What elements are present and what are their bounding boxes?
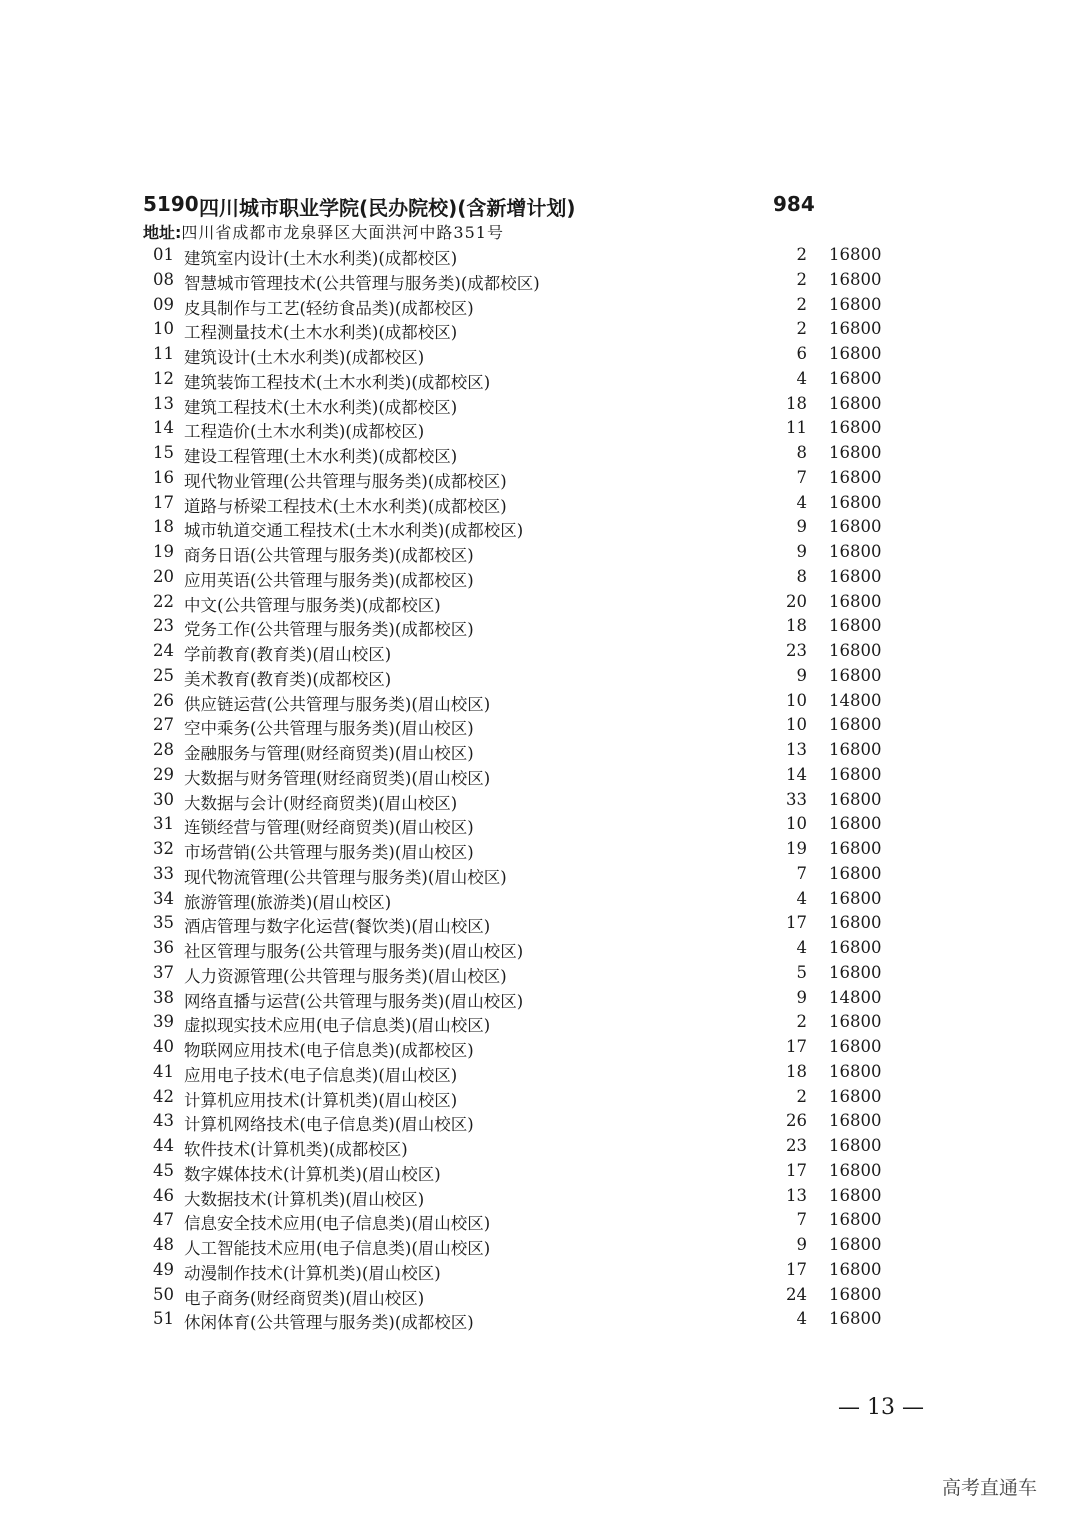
major-row <box>0 590 1080 615</box>
major-number: 12 <box>153 368 174 388</box>
major-row <box>0 614 1080 639</box>
major-name: 建筑装饰工程技术(土木水利类)(成都校区) <box>184 372 491 392</box>
major-number: 19 <box>153 542 174 561</box>
major-row <box>0 268 1080 293</box>
major-name: 人工智能技术应用(电子信息类)(眉山校区) <box>184 1239 491 1258</box>
major-name: 商务日语(公共管理与服务类)(成都校区) <box>184 546 474 565</box>
major-quota: 4 <box>796 888 807 908</box>
major-tuition: 16800 <box>829 863 882 883</box>
major-tuition: 16800 <box>829 1012 882 1032</box>
major-tuition: 16800 <box>829 245 882 264</box>
major-number: 13 <box>153 393 174 413</box>
major-number: 18 <box>153 517 174 537</box>
major-name: 连锁经营与管理(财经商贸类)(眉山校区) <box>184 818 474 838</box>
major-row <box>0 664 1080 689</box>
major-name: 党务工作(公共管理与服务类)(成都校区) <box>184 620 474 640</box>
major-tuition: 16800 <box>829 1136 882 1155</box>
major-tuition: 16800 <box>829 740 882 759</box>
major-quota: 4 <box>796 492 807 512</box>
major-row <box>0 1233 1080 1258</box>
major-tuition: 16800 <box>829 368 882 388</box>
major-number: 09 <box>153 294 174 314</box>
major-number: 41 <box>153 1061 174 1081</box>
major-name: 大数据与财务管理(财经商贸类)(眉山校区) <box>184 768 491 788</box>
major-quota: 4 <box>796 938 807 957</box>
major-number: 23 <box>153 616 174 636</box>
major-tuition: 16800 <box>829 962 882 982</box>
major-quota: 7 <box>796 863 807 883</box>
major-number: 20 <box>153 566 174 586</box>
school-name: 四川城市职业学院(民办院校)(含新增计划) <box>199 196 576 220</box>
major-quota: 7 <box>796 1210 807 1230</box>
major-tuition: 16800 <box>829 814 882 834</box>
major-tuition: 16800 <box>829 764 882 784</box>
major-name: 旅游管理(旅游类)(眉山校区) <box>184 892 392 912</box>
major-name: 应用英语(公共管理与服务类)(成都校区) <box>184 570 474 590</box>
major-quota: 10 <box>786 715 807 735</box>
major-row <box>0 689 1080 714</box>
major-tuition: 14800 <box>829 690 882 710</box>
major-quota: 7 <box>796 467 807 487</box>
major-row <box>0 1184 1080 1209</box>
major-row <box>0 1159 1080 1184</box>
major-number: 46 <box>153 1185 174 1205</box>
address-label: 地址: <box>143 223 182 242</box>
major-row <box>0 961 1080 986</box>
major-number: 37 <box>153 962 174 982</box>
address-value: 四川省成都市龙泉驿区大面洪河中路351号 <box>181 223 504 242</box>
major-number: 32 <box>153 839 174 858</box>
major-tuition: 16800 <box>829 1284 882 1304</box>
major-number: 42 <box>153 1086 174 1106</box>
major-quota: 2 <box>796 1086 807 1106</box>
major-quota: 9 <box>796 987 807 1007</box>
major-row <box>0 1307 1080 1332</box>
major-tuition: 16800 <box>829 1259 882 1279</box>
major-name: 智慧城市管理技术(公共管理与服务类)(成都校区) <box>184 273 540 293</box>
major-name: 酒店管理与数字化运营(餐饮类)(眉山校区) <box>184 917 491 937</box>
major-name: 工程测量技术(土木水利类)(成都校区) <box>184 323 458 343</box>
major-quota: 10 <box>786 814 807 834</box>
major-tuition: 16800 <box>829 1061 882 1081</box>
major-quota: 24 <box>786 1284 807 1304</box>
major-name: 动漫制作技术(计算机类)(眉山校区) <box>184 1263 441 1283</box>
major-quota: 17 <box>786 1037 807 1056</box>
major-quota: 26 <box>786 1111 807 1131</box>
major-name: 社区管理与服务(公共管理与服务类)(眉山校区) <box>184 942 524 961</box>
major-row <box>0 317 1080 342</box>
major-quota: 2 <box>796 294 807 314</box>
major-tuition: 16800 <box>829 294 882 314</box>
major-name: 皮具制作与工艺(轻纺食品类)(成都校区) <box>184 298 474 318</box>
major-row <box>0 466 1080 491</box>
major-number: 15 <box>153 443 174 462</box>
major-row <box>0 1283 1080 1308</box>
major-row <box>0 243 1080 268</box>
major-name: 软件技术(计算机类)(成都校区) <box>184 1140 408 1159</box>
major-tuition: 16800 <box>829 591 882 611</box>
major-quota: 11 <box>786 418 807 438</box>
major-tuition: 16800 <box>829 1309 882 1329</box>
major-row <box>0 565 1080 590</box>
major-quota: 9 <box>796 665 807 685</box>
major-number: 26 <box>153 690 174 710</box>
major-name: 虚拟现实技术应用(电子信息类)(眉山校区) <box>184 1016 491 1036</box>
major-quota: 10 <box>786 690 807 710</box>
major-row <box>0 1085 1080 1110</box>
major-number: 28 <box>153 740 174 759</box>
major-quota: 18 <box>786 616 807 636</box>
major-quota: 8 <box>796 566 807 586</box>
major-row <box>0 862 1080 887</box>
major-quota: 9 <box>796 1235 807 1254</box>
major-row <box>0 540 1080 565</box>
major-number: 14 <box>153 418 174 438</box>
school-total-quota: 984 <box>773 192 815 216</box>
major-number: 01 <box>153 245 174 264</box>
major-row <box>0 491 1080 516</box>
major-tuition: 16800 <box>829 641 882 660</box>
major-tuition: 16800 <box>829 1037 882 1056</box>
major-tuition: 16800 <box>829 839 882 858</box>
major-name: 数字媒体技术(计算机类)(眉山校区) <box>184 1164 441 1184</box>
major-name: 计算机应用技术(计算机类)(眉山校区) <box>184 1090 458 1110</box>
major-number: 17 <box>153 492 174 512</box>
major-number: 38 <box>153 987 174 1007</box>
page-number: — 13 — <box>838 1395 924 1420</box>
major-number: 48 <box>153 1235 174 1254</box>
major-name: 物联网应用技术(电子信息类)(成都校区) <box>184 1041 474 1060</box>
major-quota: 23 <box>786 1136 807 1155</box>
major-name: 休闲体育(公共管理与服务类)(成都校区) <box>184 1313 474 1333</box>
major-tuition: 16800 <box>829 467 882 487</box>
major-tuition: 16800 <box>829 1210 882 1230</box>
major-row <box>0 887 1080 912</box>
major-name: 金融服务与管理(财经商贸类)(眉山校区) <box>184 744 474 763</box>
major-name: 计算机网络技术(电子信息类)(眉山校区) <box>184 1115 474 1135</box>
major-number: 51 <box>153 1309 174 1329</box>
major-number: 49 <box>153 1259 174 1279</box>
major-row <box>0 392 1080 417</box>
major-quota: 20 <box>786 591 807 611</box>
major-name: 人力资源管理(公共管理与服务类)(眉山校区) <box>184 966 507 986</box>
major-tuition: 16800 <box>829 418 882 438</box>
major-quota: 4 <box>796 1309 807 1329</box>
major-name: 建筑设计(土木水利类)(成都校区) <box>184 348 425 367</box>
major-name: 应用电子技术(电子信息类)(眉山校区) <box>184 1065 458 1085</box>
major-quota: 33 <box>786 789 807 809</box>
major-tuition: 16800 <box>829 344 882 363</box>
major-number: 29 <box>153 764 174 784</box>
major-quota: 17 <box>786 1160 807 1180</box>
major-row <box>0 763 1080 788</box>
major-quota: 6 <box>796 344 807 363</box>
major-quota: 4 <box>796 368 807 388</box>
major-quota: 2 <box>796 269 807 289</box>
major-tuition: 16800 <box>829 616 882 636</box>
major-number: 33 <box>153 863 174 883</box>
major-name: 建设工程管理(土木水利类)(成都校区) <box>184 447 458 466</box>
major-tuition: 16800 <box>829 913 882 933</box>
major-name: 道路与桥梁工程技术(土木水利类)(成都校区) <box>184 496 507 516</box>
major-row <box>0 1035 1080 1060</box>
major-number: 39 <box>153 1012 174 1032</box>
major-row <box>0 1010 1080 1035</box>
major-quota: 19 <box>786 839 807 858</box>
major-row <box>0 1060 1080 1085</box>
major-quota: 9 <box>796 542 807 561</box>
major-tuition: 16800 <box>829 1086 882 1106</box>
major-number: 10 <box>153 319 174 339</box>
major-name: 现代物流管理(公共管理与服务类)(眉山校区) <box>184 867 507 887</box>
major-number: 30 <box>153 789 174 809</box>
major-number: 35 <box>153 913 174 933</box>
major-row <box>0 293 1080 318</box>
major-row <box>0 1109 1080 1134</box>
major-name: 建筑工程技术(土木水利类)(成都校区) <box>184 397 458 417</box>
major-row <box>0 713 1080 738</box>
major-row <box>0 441 1080 466</box>
major-quota: 13 <box>786 1185 807 1205</box>
major-number: 24 <box>153 641 174 660</box>
major-number: 08 <box>153 269 174 289</box>
major-tuition: 16800 <box>829 1235 882 1254</box>
major-name: 美术教育(教育类)(成都校区) <box>184 669 392 689</box>
major-number: 31 <box>153 814 174 834</box>
major-row <box>0 936 1080 961</box>
major-number: 45 <box>153 1160 174 1180</box>
major-row <box>0 367 1080 392</box>
major-name: 电子商务(财经商贸类)(眉山校区) <box>184 1288 425 1308</box>
major-quota: 23 <box>786 641 807 660</box>
major-quota: 18 <box>786 393 807 413</box>
major-name: 供应链运营(公共管理与服务类)(眉山校区) <box>184 694 491 714</box>
major-quota: 8 <box>796 443 807 462</box>
major-quota: 13 <box>786 740 807 759</box>
major-tuition: 16800 <box>829 542 882 561</box>
major-row <box>0 639 1080 664</box>
major-quota: 5 <box>796 962 807 982</box>
major-quota: 18 <box>786 1061 807 1081</box>
major-tuition: 16800 <box>829 393 882 413</box>
major-name: 大数据技术(计算机类)(眉山校区) <box>184 1189 425 1209</box>
major-tuition: 16800 <box>829 517 882 537</box>
major-tuition: 16800 <box>829 715 882 735</box>
major-tuition: 14800 <box>829 987 882 1007</box>
major-quota: 2 <box>796 319 807 339</box>
major-name: 城市轨道交通工程技术(土木水利类)(成都校区) <box>184 521 524 541</box>
major-number: 47 <box>153 1210 174 1230</box>
major-number: 44 <box>153 1136 174 1155</box>
major-name: 网络直播与运营(公共管理与服务类)(眉山校区) <box>184 991 524 1011</box>
major-number: 40 <box>153 1037 174 1056</box>
major-tuition: 16800 <box>829 443 882 462</box>
major-tuition: 16800 <box>829 665 882 685</box>
major-quota: 14 <box>786 764 807 784</box>
major-number: 22 <box>153 591 174 611</box>
major-quota: 9 <box>796 517 807 537</box>
major-name: 建筑室内设计(土木水利类)(成都校区) <box>184 249 458 268</box>
major-tuition: 16800 <box>829 566 882 586</box>
major-row <box>0 342 1080 367</box>
major-name: 工程造价(土木水利类)(成都校区) <box>184 422 425 442</box>
major-row <box>0 1258 1080 1283</box>
major-name: 学前教育(教育类)(眉山校区) <box>184 645 392 664</box>
major-quota: 2 <box>796 245 807 264</box>
major-tuition: 16800 <box>829 1111 882 1131</box>
watermark-text: 高考直通车 <box>942 1477 1038 1499</box>
school-code: 5190 <box>143 192 199 216</box>
major-row <box>0 788 1080 813</box>
major-tuition: 16800 <box>829 1160 882 1180</box>
major-quota: 17 <box>786 913 807 933</box>
major-number: 36 <box>153 938 174 957</box>
major-row <box>0 1134 1080 1159</box>
school-header <box>143 192 843 222</box>
major-name: 中文(公共管理与服务类)(成都校区) <box>184 595 441 615</box>
major-number: 11 <box>153 344 174 363</box>
major-row <box>0 837 1080 862</box>
major-number: 16 <box>153 467 174 487</box>
major-name: 信息安全技术应用(电子信息类)(眉山校区) <box>184 1214 491 1234</box>
major-quota: 2 <box>796 1012 807 1032</box>
major-number: 34 <box>153 888 174 908</box>
major-list <box>0 243 1080 1332</box>
major-number: 43 <box>153 1111 174 1131</box>
major-number: 25 <box>153 665 174 685</box>
major-quota: 17 <box>786 1259 807 1279</box>
major-name: 市场营销(公共管理与服务类)(眉山校区) <box>184 843 474 862</box>
major-number: 27 <box>153 715 174 735</box>
major-tuition: 16800 <box>829 492 882 512</box>
major-row <box>0 515 1080 540</box>
major-tuition: 16800 <box>829 319 882 339</box>
major-tuition: 16800 <box>829 789 882 809</box>
major-row <box>0 416 1080 441</box>
major-tuition: 16800 <box>829 938 882 957</box>
major-row <box>0 911 1080 936</box>
major-name: 大数据与会计(财经商贸类)(眉山校区) <box>184 793 458 813</box>
major-tuition: 16800 <box>829 269 882 289</box>
major-row <box>0 986 1080 1011</box>
major-number: 50 <box>153 1284 174 1304</box>
major-row <box>0 1208 1080 1233</box>
major-tuition: 16800 <box>829 1185 882 1205</box>
major-row <box>0 738 1080 763</box>
school-address <box>143 220 504 243</box>
major-name: 空中乘务(公共管理与服务类)(眉山校区) <box>184 719 474 739</box>
major-row <box>0 812 1080 837</box>
major-tuition: 16800 <box>829 888 882 908</box>
major-name: 现代物业管理(公共管理与服务类)(成都校区) <box>184 471 507 491</box>
